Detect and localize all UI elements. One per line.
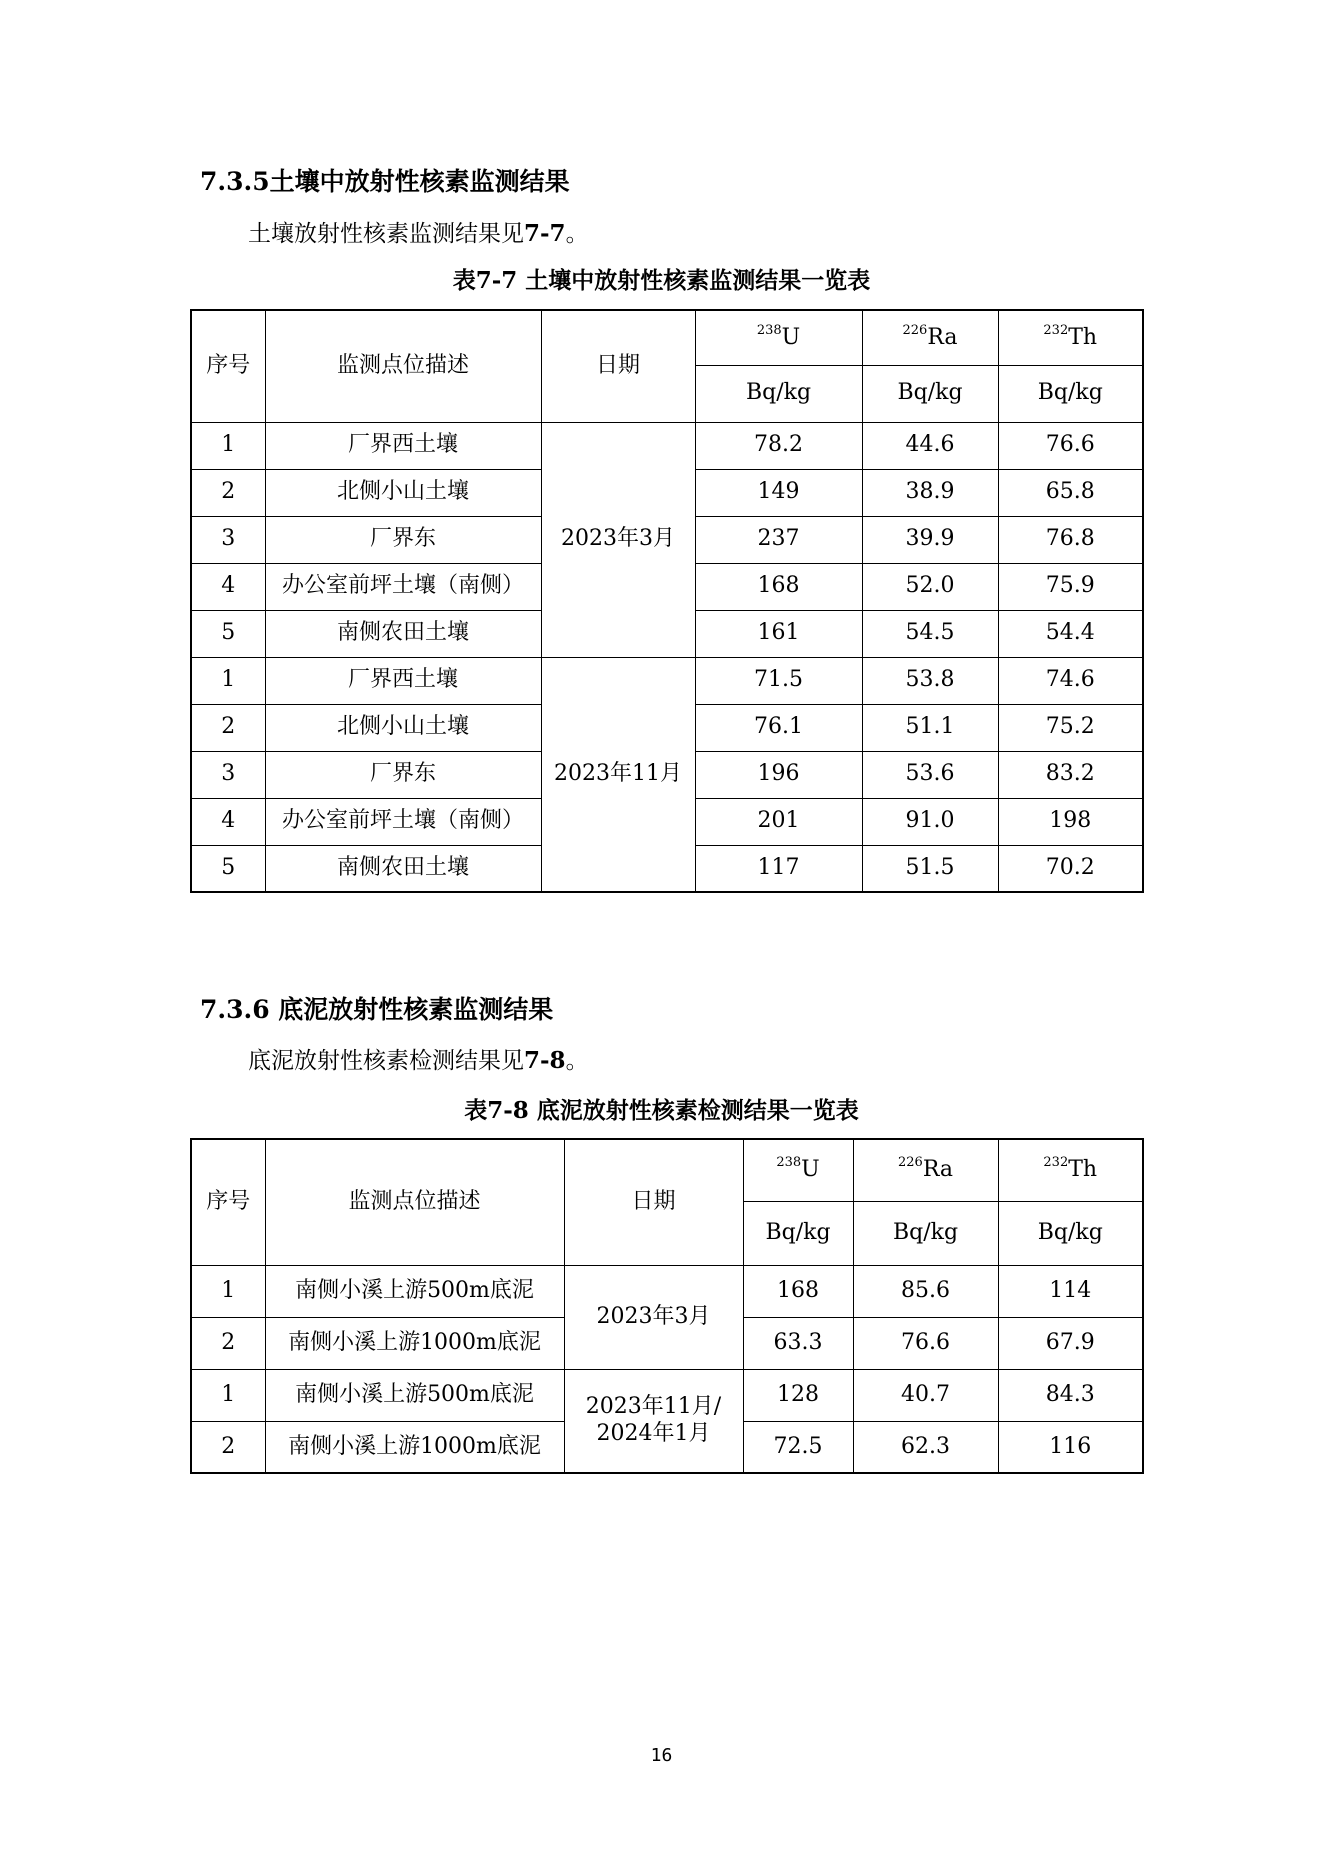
section-heading-soil: 7.3.5土壤中放射性核素监测结果 <box>200 167 570 196</box>
value-ra226: 85.6 <box>853 1265 998 1317</box>
sediment-results-table <box>190 1138 1144 1474</box>
para-punct: 。 <box>565 221 589 247</box>
location-description: 南侧小溪上游1000m底泥 <box>265 1317 564 1369</box>
paragraph-sediment <box>248 1042 589 1075</box>
header-th232: $^{232}$Th <box>998 310 1143 365</box>
row-number: 3 <box>191 751 265 798</box>
location-description: 厂界东 <box>265 516 541 563</box>
sampling-date <box>564 1369 743 1473</box>
location-description: 办公室前坪土壤（南侧） <box>265 798 541 845</box>
header-u238: $^{238}$U <box>743 1139 853 1201</box>
value-ra226: 54.5 <box>862 610 998 657</box>
value-ra226: 76.6 <box>853 1317 998 1369</box>
value-ra226: 62.3 <box>853 1421 998 1473</box>
value-u238: 71.5 <box>695 657 862 704</box>
value-ra226: 53.8 <box>862 657 998 704</box>
header-no: 序号 <box>191 310 265 422</box>
row-number: 1 <box>191 1369 265 1421</box>
table-caption-soil: 表7-7 土壤中放射性核素监测结果一览表 <box>452 267 871 294</box>
value-u238: 76.1 <box>695 704 862 751</box>
value-th232: 76.8 <box>998 516 1143 563</box>
value-u238: 161 <box>695 610 862 657</box>
row-number: 2 <box>191 469 265 516</box>
value-u238: 201 <box>695 798 862 845</box>
date-line-1: 2023年11月/ <box>585 1394 722 1420</box>
row-number: 5 <box>191 845 265 892</box>
location-description: 厂界西土壤 <box>265 422 541 469</box>
value-u238: 72.5 <box>743 1421 853 1473</box>
date-line-1: 2023年3月 <box>596 1303 711 1329</box>
value-th232: 114 <box>998 1265 1143 1317</box>
location-description: 南侧小溪上游500m底泥 <box>265 1265 564 1317</box>
value-ra226: 53.6 <box>862 751 998 798</box>
para-punct: 。 <box>565 1048 589 1074</box>
value-th232: 54.4 <box>998 610 1143 657</box>
location-description: 南侧小溪上游500m底泥 <box>265 1369 564 1421</box>
sampling-date: 2023年3月 <box>541 422 695 657</box>
value-ra226: 51.1 <box>862 704 998 751</box>
table-caption-sediment: 表7-8 底泥放射性核素检测结果一览表 <box>464 1097 859 1124</box>
value-u238: 168 <box>695 563 862 610</box>
header-unit: Bq/kg <box>743 1201 853 1265</box>
row-number: 4 <box>191 563 265 610</box>
header-date: 日期 <box>541 310 695 422</box>
value-u238: 128 <box>743 1369 853 1421</box>
header-unit: Bq/kg <box>695 365 862 422</box>
header-desc: 监测点位描述 <box>265 310 541 422</box>
value-u238: 168 <box>743 1265 853 1317</box>
row-number: 1 <box>191 1265 265 1317</box>
header-desc: 监测点位描述 <box>265 1139 564 1265</box>
value-th232: 198 <box>998 798 1143 845</box>
value-th232: 74.6 <box>998 657 1143 704</box>
header-ra226: $^{226}$Ra <box>853 1139 998 1201</box>
row-number: 1 <box>191 657 265 704</box>
value-u238: 237 <box>695 516 862 563</box>
table-row <box>191 1265 1143 1317</box>
value-th232: 75.9 <box>998 563 1143 610</box>
location-description: 北侧小山土壤 <box>265 469 541 516</box>
row-number: 1 <box>191 422 265 469</box>
date-line-2: 2024年1月 <box>596 1420 711 1446</box>
value-th232: 83.2 <box>998 751 1143 798</box>
table-row <box>191 422 1143 469</box>
section-heading-sediment: 7.3.6 底泥放射性核素监测结果 <box>200 995 554 1024</box>
location-description: 办公室前坪土壤（南侧） <box>265 563 541 610</box>
row-number: 3 <box>191 516 265 563</box>
value-u238: 149 <box>695 469 862 516</box>
value-th232: 65.8 <box>998 469 1143 516</box>
table-ref: 7-8 <box>524 1047 566 1074</box>
value-ra226: 91.0 <box>862 798 998 845</box>
value-th232: 76.6 <box>998 422 1143 469</box>
value-u238: 196 <box>695 751 862 798</box>
value-ra226: 40.7 <box>853 1369 998 1421</box>
location-description: 厂界东 <box>265 751 541 798</box>
sampling-date: 2023年11月 <box>541 657 695 892</box>
row-number: 2 <box>191 1317 265 1369</box>
location-description: 北侧小山土壤 <box>265 704 541 751</box>
value-ra226: 38.9 <box>862 469 998 516</box>
table-row <box>191 657 1143 704</box>
location-description: 南侧小溪上游1000m底泥 <box>265 1421 564 1473</box>
row-number: 2 <box>191 704 265 751</box>
header-th232: $^{232}$Th <box>998 1139 1143 1201</box>
table-ref: 7-7 <box>524 220 566 247</box>
value-th232: 84.3 <box>998 1369 1143 1421</box>
value-th232: 75.2 <box>998 704 1143 751</box>
location-description: 南侧农田土壤 <box>265 610 541 657</box>
row-number: 4 <box>191 798 265 845</box>
header-no: 序号 <box>191 1139 265 1265</box>
paragraph-soil <box>248 215 589 248</box>
value-th232: 116 <box>998 1421 1143 1473</box>
header-unit: Bq/kg <box>998 1201 1143 1265</box>
header-unit: Bq/kg <box>862 365 998 422</box>
value-th232: 67.9 <box>998 1317 1143 1369</box>
location-description: 厂界西土壤 <box>265 657 541 704</box>
value-ra226: 52.0 <box>862 563 998 610</box>
header-date: 日期 <box>564 1139 743 1265</box>
header-unit: Bq/kg <box>998 365 1143 422</box>
header-ra226: $^{226}$Ra <box>862 310 998 365</box>
para-text: 土壤放射性核素监测结果见 <box>248 221 524 247</box>
header-unit: Bq/kg <box>853 1201 998 1265</box>
row-number: 5 <box>191 610 265 657</box>
value-ra226: 39.9 <box>862 516 998 563</box>
table-row <box>191 1369 1143 1421</box>
para-text: 底泥放射性核素检测结果见 <box>248 1048 524 1074</box>
location-description: 南侧农田土壤 <box>265 845 541 892</box>
value-ra226: 51.5 <box>862 845 998 892</box>
page-number: 16 <box>650 1745 673 1766</box>
value-u238: 78.2 <box>695 422 862 469</box>
value-ra226: 44.6 <box>862 422 998 469</box>
value-u238: 63.3 <box>743 1317 853 1369</box>
header-u238: $^{238}$U <box>695 310 862 365</box>
value-u238: 117 <box>695 845 862 892</box>
value-th232: 70.2 <box>998 845 1143 892</box>
soil-results-table <box>190 309 1144 893</box>
row-number: 2 <box>191 1421 265 1473</box>
sampling-date <box>564 1265 743 1369</box>
